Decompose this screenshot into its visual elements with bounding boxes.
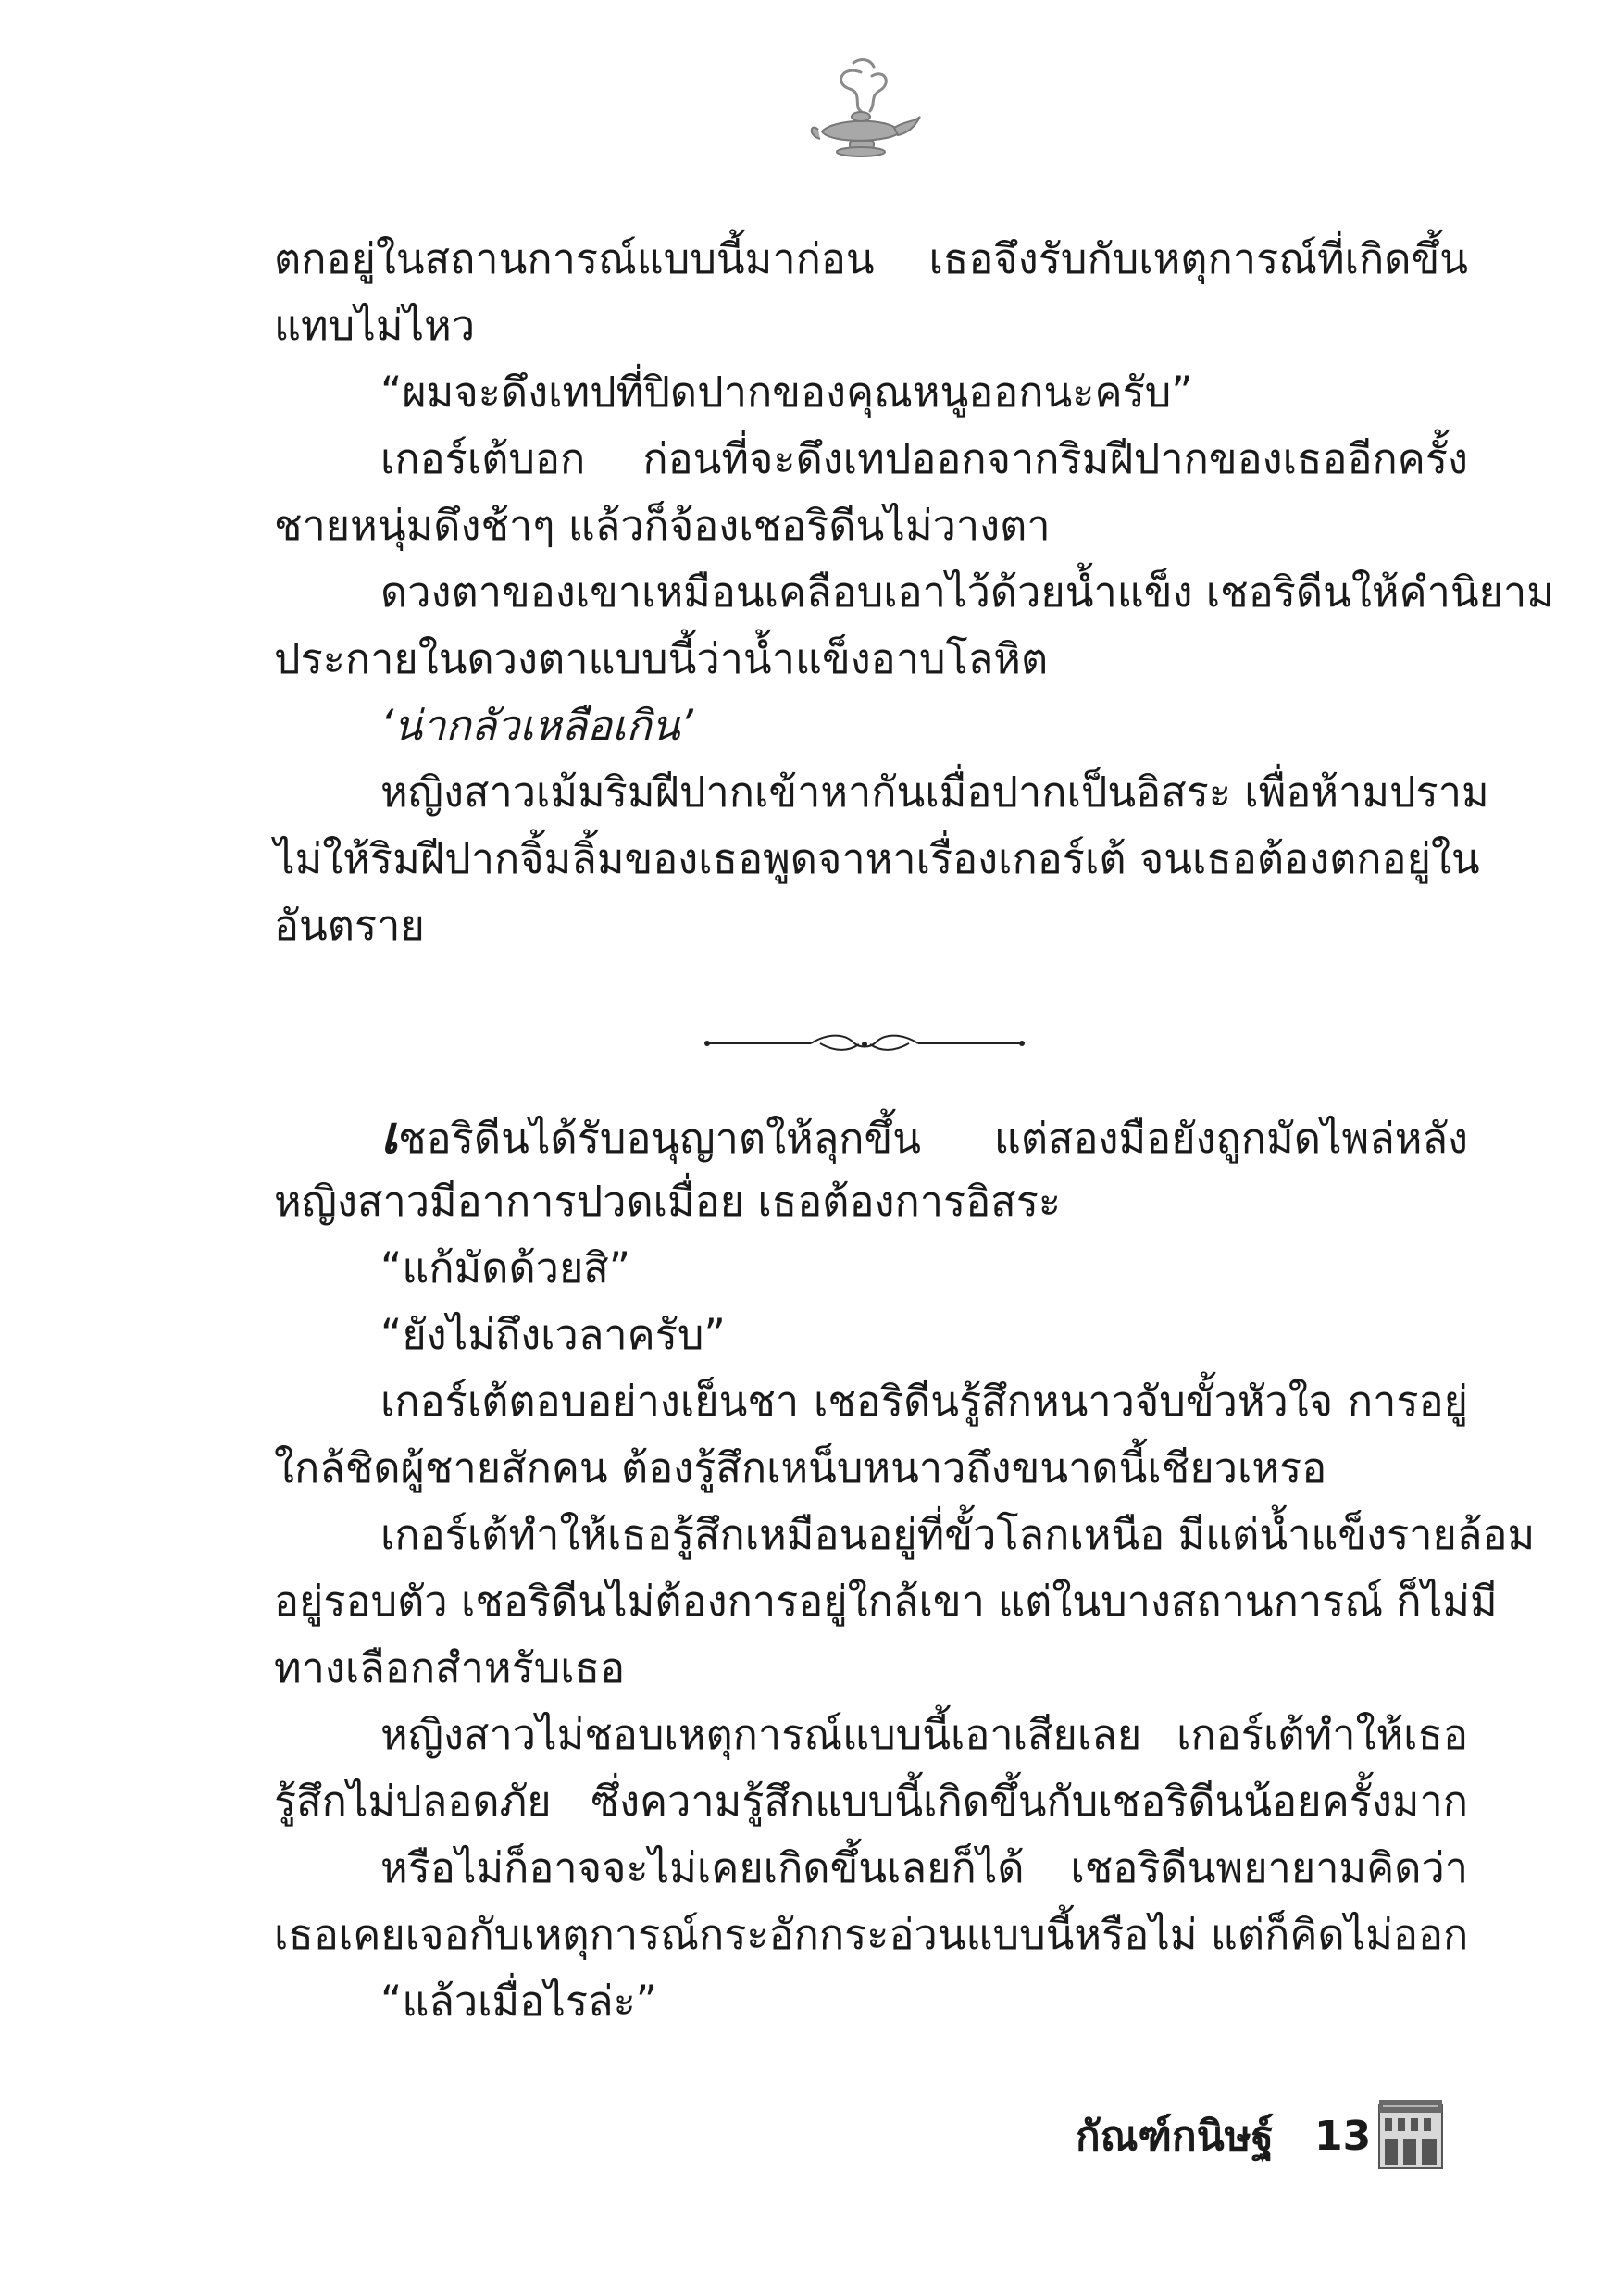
paragraph-line: หญิงสาวมีอาการปวดเมื่อย เธอต้องการอิสระ — [274, 1177, 1062, 1226]
paragraph-line: “แก้มัดด้วยสิ” — [380, 1243, 631, 1292]
paragraph-line: เกอร์เต้ตอบอย่างเย็นชา เชอริดีนรู้สึกหนาวจับขั้วหัวใจ การอยู่ — [380, 1377, 1468, 1426]
paragraph-line — [380, 1102, 1468, 1168]
paragraph-line: ตกอยู่ในสถานการณ์แบบนี้มาก่อน เธอจึงรับกับเหตุการณ์ที่เกิดขึ้น — [274, 234, 1468, 283]
paragraph-line: “ผมจะดึงเทปที่ปิดปากของคุณหนูออกนะครับ” — [380, 368, 1193, 417]
paragraph-line: “ยังไม่ถึงเวลาครับ” — [380, 1310, 726, 1359]
paragraph-line: เกอร์เต้ทำให้เธอรู้สึกเหมือนอยู่ที่ขั้วโลกเหนือ มีแต่น้ำแข็งรายล้อม — [380, 1510, 1536, 1559]
paragraph-line: อยู่รอบตัว เชอริดีนไม่ต้องการอยู่ใกล้เขา แต่ในบางสถานการณ์ ก็ไม่มี — [274, 1577, 1498, 1626]
paragraph-line: ‘น่ากลัวเหลือเกิน’ — [380, 701, 693, 750]
drop-cap-line-text: ชอริดีนได้รับอนุญาตให้ลุกขึ้น แต่สองมือยังถูกมัดไพล่หลัง — [398, 1114, 1468, 1163]
bookstore-logo-icon — [1375, 2096, 1446, 2170]
paragraph-line: หรือไม่ก็อาจจะไม่เคยเกิดขึ้นเลยก็ได้ เชอริดีนพยายามคิดว่า — [380, 1843, 1468, 1892]
paragraph-line: ประกายในดวงตาแบบนี้ว่าน้ำแข็งอาบโลหิต — [274, 634, 1049, 683]
flourish-divider-icon — [700, 1029, 1029, 1057]
paragraph-line: ใกล้ชิดผู้ชายสักคน ต้องรู้สึกเหน็บหนาวถึงขนาดนี้เชียวเหรอ — [274, 1443, 1327, 1492]
paragraph-line: รู้สึกไม่ปลอดภัย ซึ่งความรู้สึกแบบนี้เกิดขึ้นกับเชอริดีนน้อยครั้งมาก — [274, 1777, 1468, 1826]
paragraph-line: เธอเคยเจอกับเหตุการณ์กระอักกระอ่วนแบบนี้หรือไม่ แต่ก็คิดไม่ออก — [274, 1910, 1469, 1959]
drop-cap: เ — [380, 1104, 399, 1166]
paragraph-line: ไม่ให้ริมฝีปากจิ้มลิ้มของเธอพูดจาหาเรื่องเกอร์เต้ จนเธอต้องตกอยู่ใน — [274, 834, 1480, 883]
paragraph-line: ชายหนุ่มดึงช้าๆ แล้วก็จ้องเชอริดีนไม่วางตา — [274, 501, 1051, 550]
paragraph-line: ดวงตาของเขาเหมือนเคลือบเอาไว้ด้วยน้ำแข็ง เชอริดีนให้คำนิยาม — [380, 568, 1554, 617]
book-title: กัณฑ์กนิษฐ์ — [1076, 2113, 1274, 2160]
paragraph-line: แทบไม่ไหว — [274, 301, 476, 350]
paragraph-line: หญิงสาวเม้มริมฝีปากเข้าหากันเมื่อปากเป็นอิสระ เพื่อห้ามปราม — [380, 767, 1489, 817]
paragraph-line: หญิงสาวไม่ชอบเหตุการณ์แบบนี้เอาเสียเลย เกอร์เต้ทำให้เธอ — [380, 1710, 1468, 1759]
paragraph-line: ทางเลือกสำหรับเธอ — [274, 1643, 626, 1692]
paragraph-line: “แล้วเมื่อไรล่ะ” — [380, 1977, 658, 2026]
paragraph-line: อันตราย — [274, 901, 425, 950]
lamp-genie-ornament-icon — [796, 56, 926, 167]
paragraph-line: เกอร์เต้บอก ก่อนที่จะดึงเทปออกจากริมฝีปากของเธออีกครั้ง — [380, 434, 1468, 483]
page-number: 13 — [1314, 2113, 1372, 2160]
